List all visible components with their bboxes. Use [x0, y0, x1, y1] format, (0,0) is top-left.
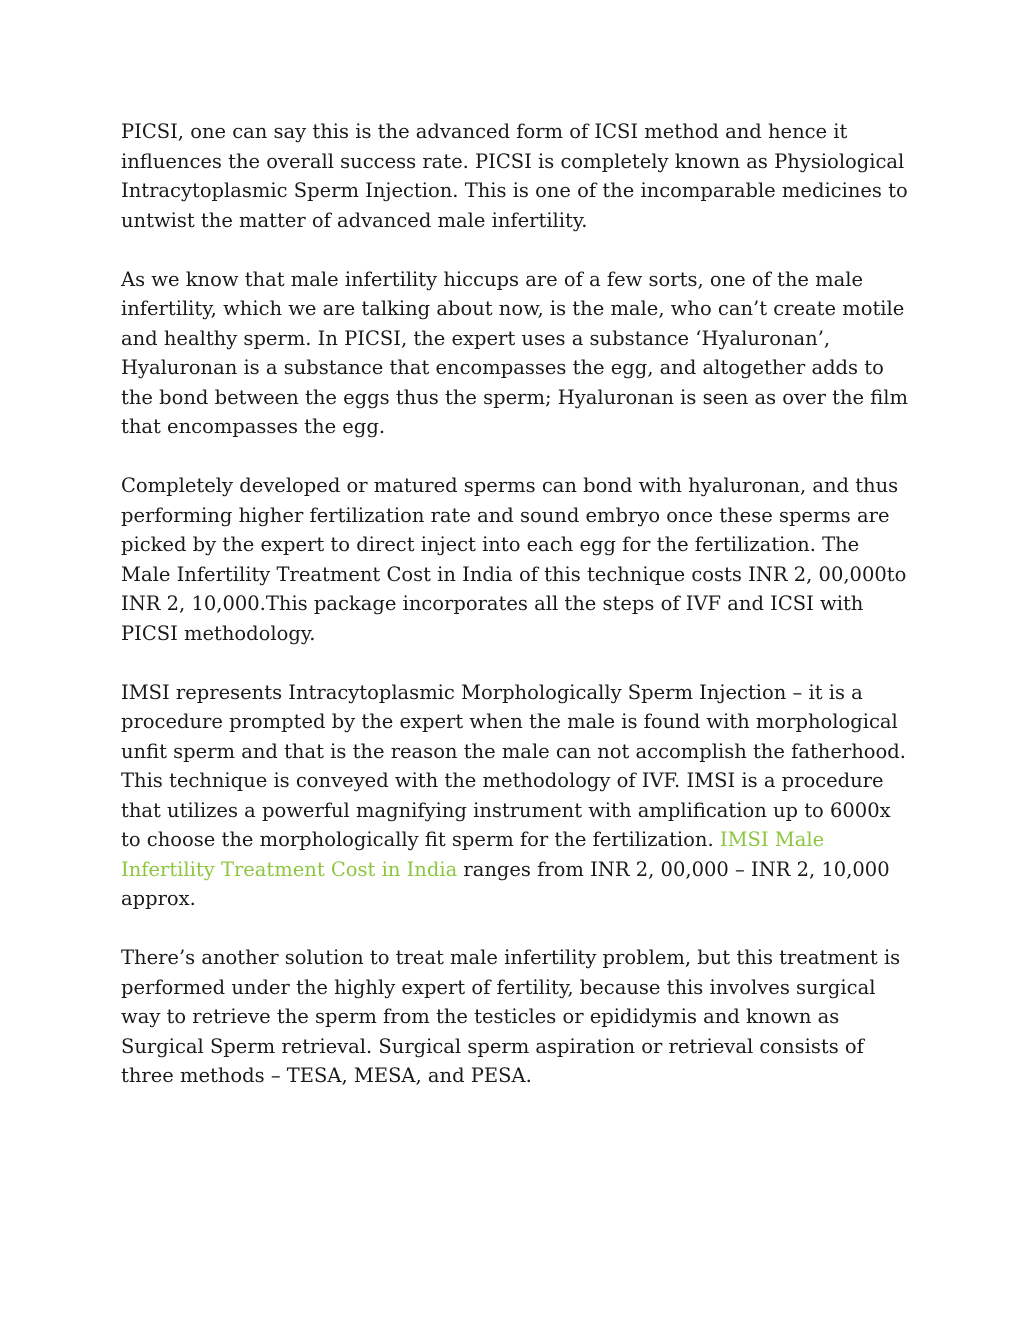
paragraph-imsi-text-after: ranges from INR 2, 00,000 – INR 2, 10,000 approx.: [121, 857, 890, 910]
paragraph-picsi-intro: PICSI, one can say this is the advanced form of ICSI method and hence it influences the overall success rate. PICSI is completely known as Physiological Intracytoplasmic Sperm Injection. This is one of the incomparable medicines to untwist the matter of advanced male infertility.: [121, 120, 908, 232]
paragraph-imsi: [121, 678, 911, 914]
paragraph-imsi-text-before: IMSI represents Intracytoplasmic Morphologically Sperm Injection – it is a procedure prompted by the expert when the male is found with morphological unfit sperm and that is the reason the male can not accomplish the fatherhood. This technique is conveyed with the methodology of IVF. IMSI is a procedure that utilizes a powerful magnifying instrument with amplification up to 6000x to choose the morphologically fit sperm for the fertilization.: [121, 680, 906, 851]
document-body: [121, 117, 911, 1120]
paragraph-hyaluronan: As we know that male infertility hiccups are of a few sorts, one of the male infertility, which we are talking about now, is the male, who can’t create motile and healthy sperm. In PICSI, the expert uses a substance ‘Hyaluronan’, Hyaluronan is a substance that encompasses the egg, and altogether adds to the bond between the eggs thus the sperm; Hyaluronan is seen as over the film that encompasses the egg.: [121, 267, 908, 438]
imsi-cost-link[interactable]: IMSI Male Infertility Treatment Cost in India: [121, 828, 825, 881]
paragraph-picsi-cost: Completely developed or matured sperms can bond with hyaluronan, and thus performing higher fertilization rate and sound embryo once these sperms are picked by the expert to direct inject into each egg for the fertilization. The Male Infertility Treatment Cost in India of this technique costs INR 2, 00,000to INR 2, 10,000.This package incorporates all the steps of IVF and ICSI with PICSI methodology.: [121, 474, 907, 645]
paragraph-surgical-retrieval: There’s another solution to treat male infertility problem, but this treatment is performed under the highly expert of fertility, because this involves surgical way to retrieve the sperm from the testicles or epididymis and known as Surgical Sperm retrieval. Surgical sperm aspiration or retrieval consists of three methods – TESA, MESA, and PESA.: [121, 946, 901, 1087]
